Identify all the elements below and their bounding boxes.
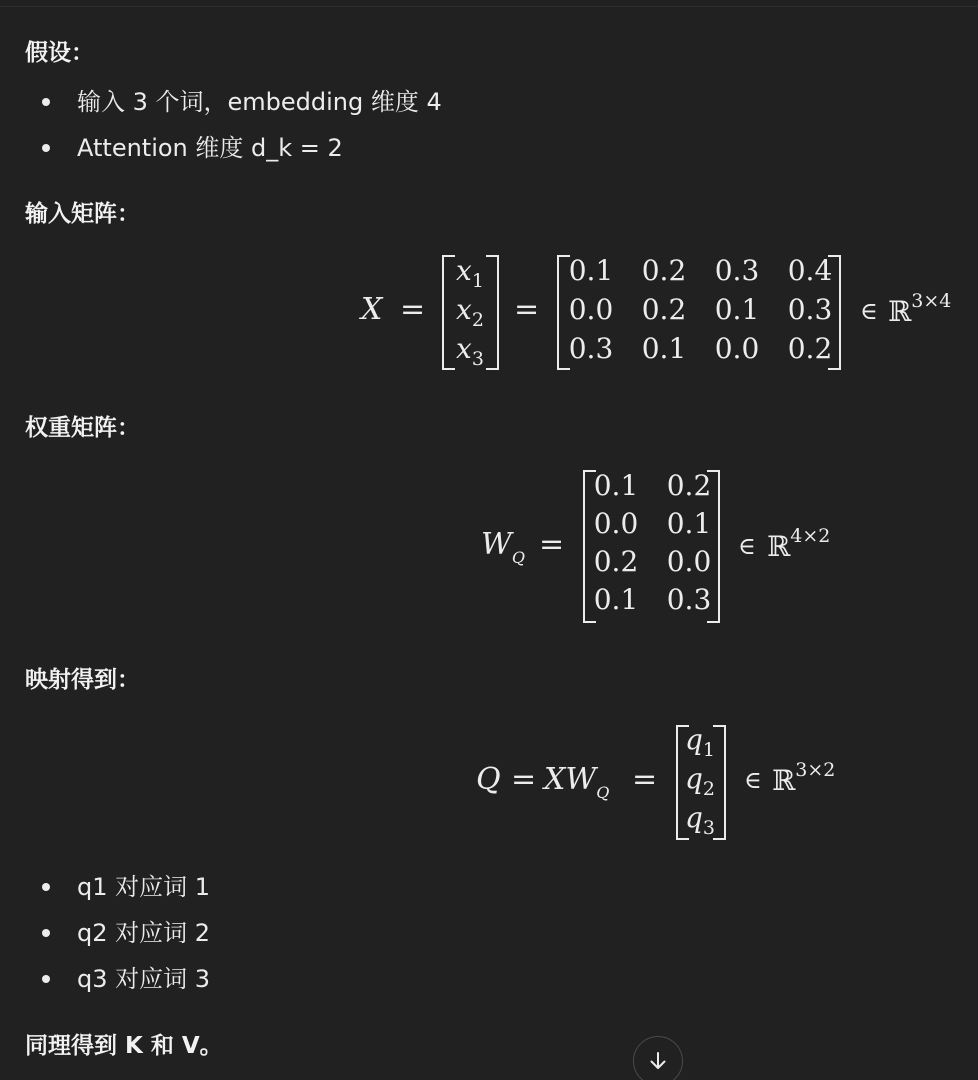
assume-list bbox=[40, 79, 442, 171]
vector-cell: $x_2$ bbox=[456, 293, 484, 331]
matrix-cell: 0.0 bbox=[666, 545, 712, 578]
matrix-cell: 0.1 bbox=[641, 332, 687, 365]
vector-cell: $q_1$ bbox=[684, 723, 716, 761]
eq-x-equals-1: = bbox=[400, 292, 426, 327]
arrow-down-icon bbox=[647, 1050, 669, 1072]
eq-w-element-of: ∈ bbox=[738, 532, 756, 560]
eq-x-space: ℝ$^{3\times 4}$ bbox=[888, 290, 952, 328]
mapping-heading: 映射得到： bbox=[25, 667, 140, 693]
matrix-cell: 0.3 bbox=[787, 293, 833, 326]
matrix-cell: 0.0 bbox=[714, 332, 760, 365]
bullet-icon bbox=[42, 144, 50, 152]
matrix-cell: 0.1 bbox=[593, 583, 639, 616]
matrix-cell: 0.3 bbox=[568, 332, 614, 365]
list-item: Attention 维度 d_k = 2 bbox=[40, 125, 442, 171]
bullet-icon bbox=[42, 883, 50, 891]
q-list bbox=[40, 864, 210, 1002]
vector-cell: $x_1$ bbox=[456, 254, 484, 292]
eq-x-equals-2: = bbox=[514, 292, 540, 327]
eq-q-lhs: Q bbox=[476, 762, 501, 797]
matrix-cell: 0.1 bbox=[593, 469, 639, 502]
matrix-cell: 0.0 bbox=[593, 507, 639, 540]
matrix-cell: 0.1 bbox=[714, 293, 760, 326]
weight-matrix-heading: 权重矩阵： bbox=[25, 415, 140, 441]
bullet-icon bbox=[42, 929, 50, 937]
matrix-cell: 0.1 bbox=[666, 507, 712, 540]
vector-cell: $q_3$ bbox=[684, 801, 716, 839]
top-divider bbox=[0, 0, 978, 7]
matrix-cell: 0.2 bbox=[666, 469, 712, 502]
list-item: 输入 3 个词，embedding 维度 4 bbox=[40, 79, 442, 125]
scroll-to-bottom-button[interactable] bbox=[633, 1036, 683, 1080]
eq-w-space: ℝ$^{4\times 2}$ bbox=[767, 525, 831, 563]
eq-q-equals-2: = bbox=[632, 762, 658, 797]
matrix-cell: 0.0 bbox=[568, 293, 614, 326]
matrix-cell: 0.3 bbox=[666, 583, 712, 616]
matrix-cell: 0.2 bbox=[641, 293, 687, 326]
eq-w-lhs: $W_Q$ bbox=[481, 527, 525, 567]
matrix-cell: 0.2 bbox=[641, 254, 687, 287]
assume-heading: 假设： bbox=[25, 40, 94, 66]
matrix-cell: 0.4 bbox=[787, 254, 833, 287]
list-item: q3 对应词 3 bbox=[40, 956, 210, 1002]
eq-x-element-of: ∈ bbox=[860, 297, 878, 325]
vector-cell: $x_3$ bbox=[456, 332, 484, 370]
eq-q-equals-1: = bbox=[511, 762, 537, 797]
bullet-icon bbox=[42, 975, 50, 983]
matrix-cell: 0.2 bbox=[593, 545, 639, 578]
vector-cell: $q_2$ bbox=[684, 762, 716, 800]
eq-q-xw: $XW_Q$ bbox=[544, 762, 610, 802]
eq-q-element-of: ∈ bbox=[744, 766, 762, 794]
list-item: q2 对应词 2 bbox=[40, 910, 210, 956]
input-matrix-heading: 输入矩阵： bbox=[25, 201, 140, 227]
list-item: q1 对应词 1 bbox=[40, 864, 210, 910]
bullet-icon bbox=[42, 98, 50, 106]
matrix-cell: 0.2 bbox=[787, 332, 833, 365]
conclusion-text: 同理得到 K 和 V。 bbox=[25, 1033, 223, 1059]
matrix-cell: 0.1 bbox=[568, 254, 614, 287]
eq-w-equals: = bbox=[539, 527, 565, 562]
matrix-cell: 0.3 bbox=[714, 254, 760, 287]
eq-q-space: ℝ$^{3\times 2}$ bbox=[772, 759, 836, 797]
eq-x-lhs: X bbox=[361, 292, 383, 327]
